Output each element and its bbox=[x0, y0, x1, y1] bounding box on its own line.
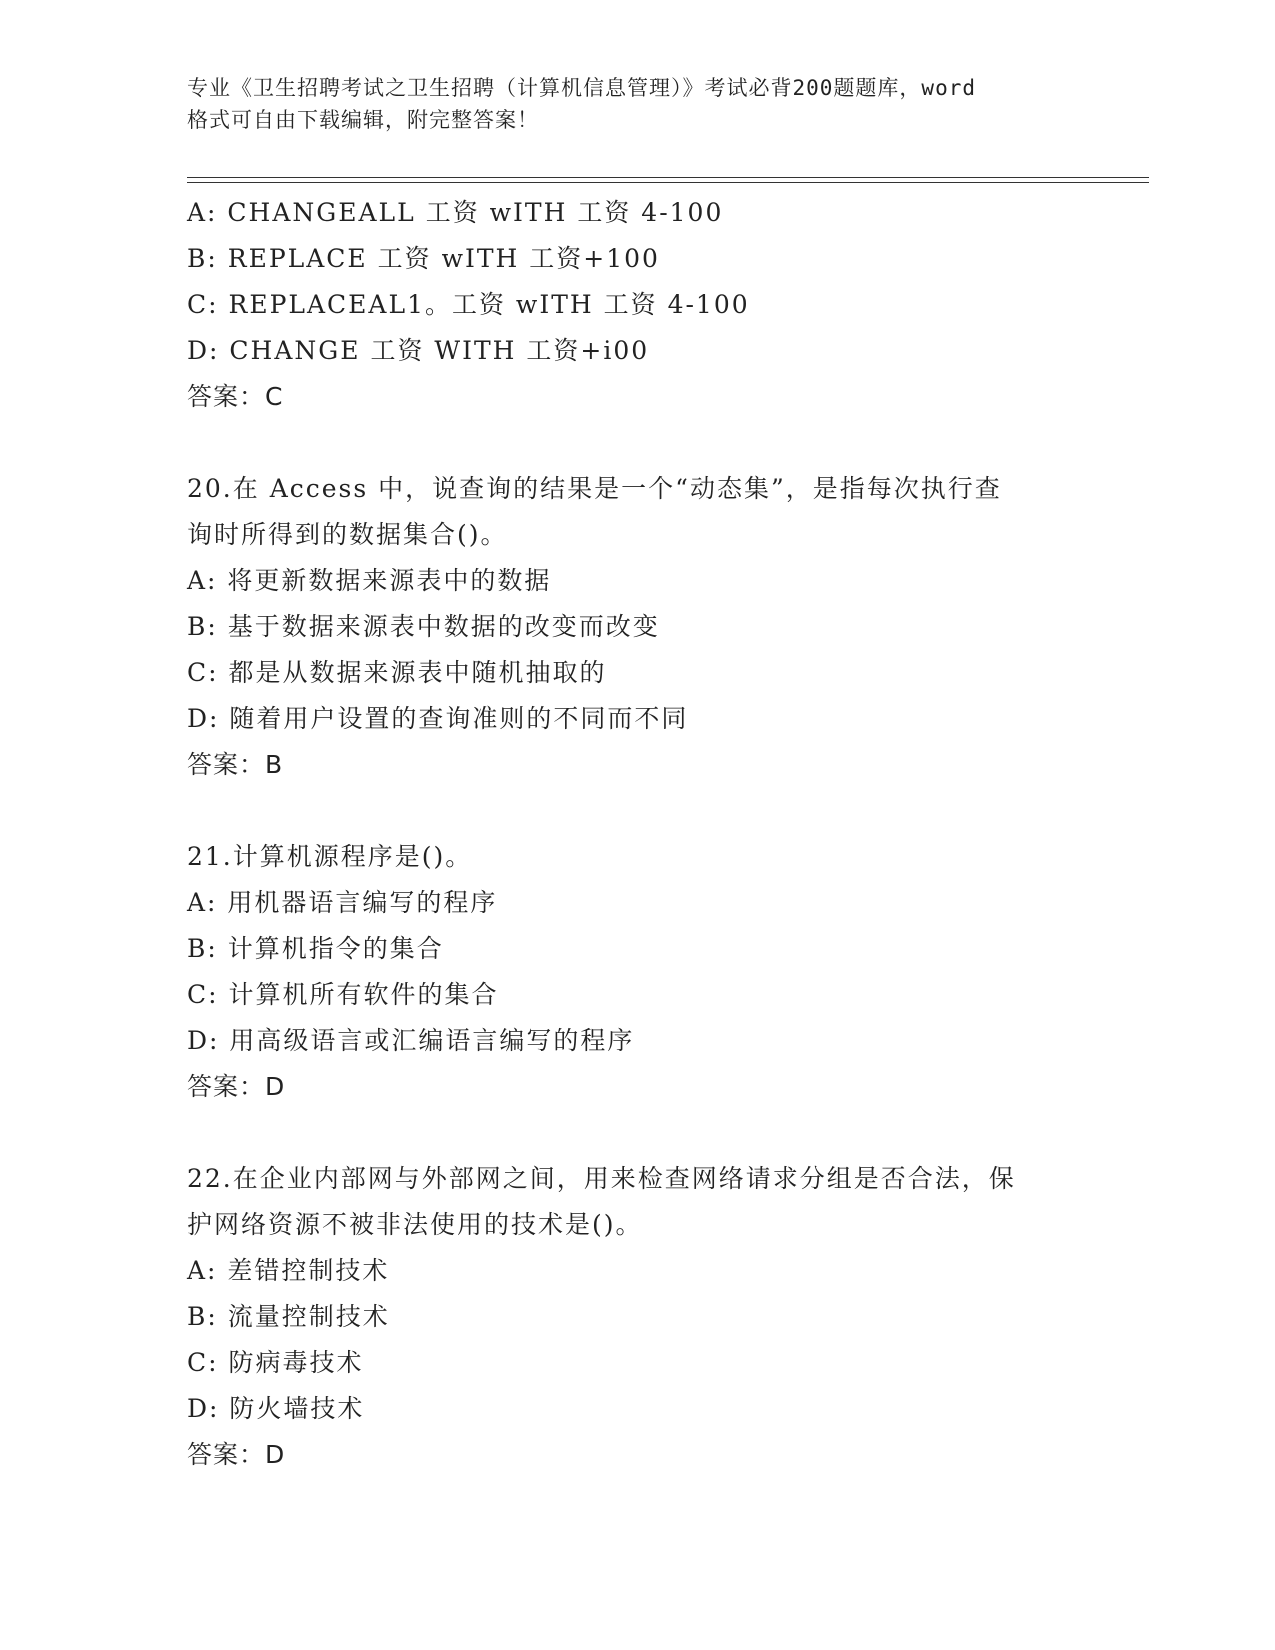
spacer bbox=[187, 1110, 1087, 1156]
option-c: C: 计算机所有软件的集合 bbox=[187, 980, 499, 1009]
header-divider-bottom bbox=[187, 182, 1149, 183]
question-21 bbox=[187, 834, 1087, 1110]
question-stem-line-2: 护网络资源不被非法使用的技术是()。 bbox=[187, 1210, 643, 1239]
option-d: D: 用高级语言或汇编语言编写的程序 bbox=[187, 1026, 635, 1055]
answer-label: 答案：D bbox=[187, 1072, 286, 1101]
question-stem-line-1: 21.计算机源程序是()。 bbox=[187, 842, 473, 871]
option-a: A: 将更新数据来源表中的数据 bbox=[187, 566, 552, 595]
spacer bbox=[187, 420, 1087, 466]
answer-label: 答案：B bbox=[187, 750, 284, 779]
header-divider-top bbox=[187, 177, 1149, 178]
question-stem-line-1: 20.在 Access 中，说查询的结果是一个“动态集”，是指每次执行查 bbox=[187, 474, 1002, 503]
question-stem-line-1: 22.在企业内部网与外部网之间，用来检查网络请求分组是否合法，保 bbox=[187, 1164, 1016, 1193]
question-list bbox=[187, 190, 1087, 1478]
option-d: D: CHANGE 工资 WITH 工资+i00 bbox=[187, 336, 650, 365]
option-c: C: REPLACEAL1。工资 wITH 工资 4-100 bbox=[187, 290, 750, 319]
question-19 bbox=[187, 190, 1087, 420]
option-a: A: CHANGEALL 工资 wITH 工资 4-100 bbox=[187, 198, 724, 227]
option-d: D: 防火墙技术 bbox=[187, 1394, 365, 1423]
option-b: B: 基于数据来源表中数据的改变而改变 bbox=[187, 612, 660, 641]
option-b: B: REPLACE 工资 wITH 工资+100 bbox=[187, 244, 660, 273]
question-stem-line-2: 询时所得到的数据集合()。 bbox=[187, 520, 508, 549]
option-b: B: 计算机指令的集合 bbox=[187, 934, 444, 963]
header-line-1: 专业《卫生招聘考试之卫生招聘（计算机信息管理）》考试必背200题题库，word bbox=[187, 76, 976, 100]
answer-label: 答案：C bbox=[187, 382, 284, 411]
option-a: A: 用机器语言编写的程序 bbox=[187, 888, 498, 917]
header-line-2: 格式可自由下载编辑，附完整答案！ bbox=[187, 108, 539, 132]
document-header bbox=[187, 72, 1087, 136]
question-22 bbox=[187, 1156, 1087, 1478]
option-b: B: 流量控制技术 bbox=[187, 1302, 390, 1331]
option-c: C: 防病毒技术 bbox=[187, 1348, 364, 1377]
option-a: A: 差错控制技术 bbox=[187, 1256, 390, 1285]
option-c: C: 都是从数据来源表中随机抽取的 bbox=[187, 658, 607, 687]
spacer bbox=[187, 788, 1087, 834]
option-d: D: 随着用户设置的查询准则的不同而不同 bbox=[187, 704, 689, 733]
question-20 bbox=[187, 466, 1087, 788]
answer-label: 答案：D bbox=[187, 1440, 286, 1469]
